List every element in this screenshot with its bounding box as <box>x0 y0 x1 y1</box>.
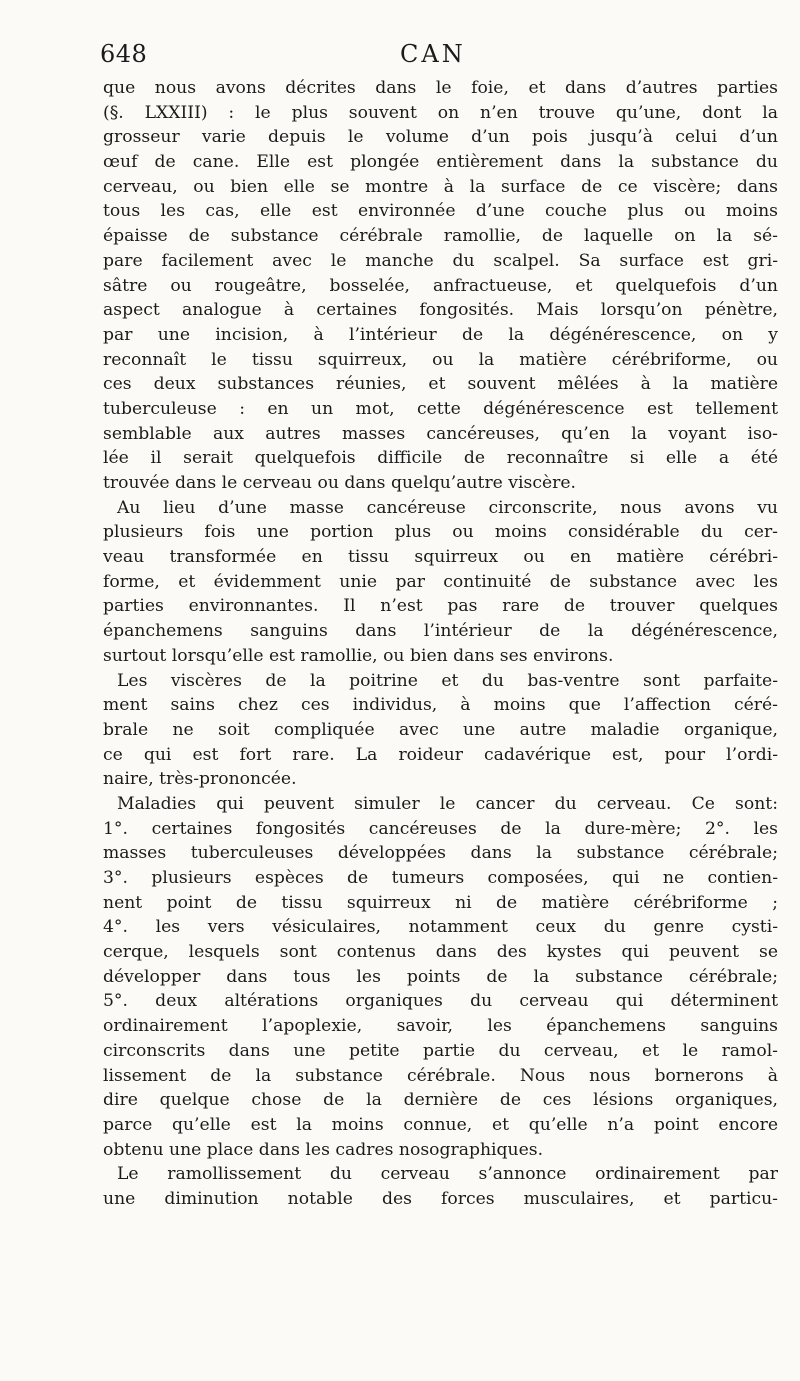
text-line: plusieurs fois une portion plus ou moins considérable du cer- <box>103 522 778 543</box>
page-header <box>100 36 780 76</box>
text-line: forme, et évidemment unie par continuité de substance avec les <box>103 571 778 592</box>
text-line: épanchemens sanguins dans l’intérieur de la dégénérescence, <box>103 621 778 642</box>
text-line: développer dans tous les points de la substance cérébrale; <box>103 966 778 987</box>
text-line: pare facilement avec le manche du scalpel. Sa surface est gri- <box>103 250 778 271</box>
text-line: Au lieu d’une masse cancéreuse circonscrite, nous avons vu <box>117 497 778 518</box>
text-line: épaisse de substance cérébrale ramollie, de laquelle on la sé- <box>103 226 778 247</box>
text-line: circonscrits dans une petite partie du cerveau, et le ramol- <box>103 1040 778 1061</box>
text-line: ment sains chez ces individus, à moins que l’affection céré- <box>103 695 778 716</box>
text-line: nent point de tissu squirreux ni de matière cérébriforme ; <box>103 892 778 913</box>
text-line: 4°. les vers vésiculaires, notamment ceux du genre cysti- <box>103 917 778 938</box>
text-line: 5°. deux altérations organiques du cerveau qui déterminent <box>103 991 778 1012</box>
text-line: tuberculeuse : en un mot, cette dégénérescence est tellement <box>103 398 778 419</box>
text-line: ce qui est fort rare. La roideur cadavérique est, pour l’ordi- <box>103 744 778 765</box>
page-number: 648 <box>100 40 148 68</box>
text-line: parties environnantes. Il n’est pas rare de trouver quelques <box>103 596 778 617</box>
text-line: tous les cas, elle est environnée d’une couche plus ou moins <box>103 201 778 222</box>
text-line: sâtre ou rougeâtre, bosselée, anfractueuse, et quelquefois d’un <box>103 275 778 296</box>
text-line: brale ne soit compliquée avec une autre maladie organique, <box>103 719 778 740</box>
text-line: surtout lorsqu’elle est ramollie, ou bien dans ses environs. <box>103 645 614 666</box>
text-line: une diminution notable des forces musculaires, et particu- <box>103 1188 778 1209</box>
text-line: Le ramollissement du cerveau s’annonce ordinairement par <box>117 1164 778 1185</box>
text-line: par une incision, à l’intérieur de la dégénérescence, on y <box>103 324 778 345</box>
text-line: Maladies qui peuvent simuler le cancer du cerveau. Ce sont: <box>117 793 778 814</box>
text-line: naire, très-prononcée. <box>103 769 297 790</box>
text-line: semblable aux autres masses cancéreuses, qu’en la voyant iso- <box>103 423 778 444</box>
text-line: cerveau, ou bien elle se montre à la surface de ce viscère; dans <box>103 176 778 197</box>
text-line: lée il serait quelquefois difficile de reconnaître si elle a été <box>103 448 778 469</box>
text-line: reconnaît le tissu squirreux, ou la matière cérébriforme, ou <box>103 349 778 370</box>
text-line: Les viscères de la poitrine et du bas-ventre sont parfaite- <box>117 670 778 691</box>
text-line: veau transformée en tissu squirreux ou en matière cérébri- <box>103 547 778 568</box>
text-line: ordinairement l’apoplexie, savoir, les épanchemens sanguins <box>103 1016 778 1037</box>
text-line: 1°. certaines fongosités cancéreuses de la dure-mère; 2°. les <box>103 818 778 839</box>
text-line: cerque, lesquels sont contenus dans des kystes qui peuvent se <box>103 942 778 963</box>
text-line: œuf de cane. Elle est plongée entièrement dans la substance du <box>103 152 778 173</box>
text-line: lissement de la substance cérébrale. Nous nous bornerons à <box>103 1065 778 1086</box>
text-line: trouvée dans le cerveau ou dans quelqu’autre viscère. <box>103 473 576 493</box>
text-line: que nous avons décrites dans le foie, et dans d’autres parties <box>103 78 778 98</box>
text-line: parce qu’elle est la moins connue, et qu’elle n’a point encore <box>103 1114 778 1135</box>
text-line: aspect analogue à certaines fongosités. Mais lorsqu’on pénètre, <box>103 300 778 321</box>
text-line: masses tuberculeuses développées dans la substance cérébrale; <box>103 843 778 864</box>
text-line: 3°. plusieurs espèces de tumeurs composées, qui ne contien- <box>103 868 778 888</box>
text-line: obtenu une place dans les cadres nosographiques. <box>103 1139 544 1160</box>
text-line: ces deux substances réunies, et souvent mêlées à la matière <box>103 374 778 395</box>
text-line: grosseur varie depuis le volume d’un pois jusqu’à celui d’un <box>103 127 778 148</box>
running-head: CAN <box>400 40 466 68</box>
body-text <box>103 76 778 1212</box>
text-line: dire quelque chose de la dernière de ces lésions organiques, <box>103 1090 778 1111</box>
text-line: (§. LXXIII) : le plus souvent on n’en trouve qu’une, dont la <box>103 102 778 123</box>
